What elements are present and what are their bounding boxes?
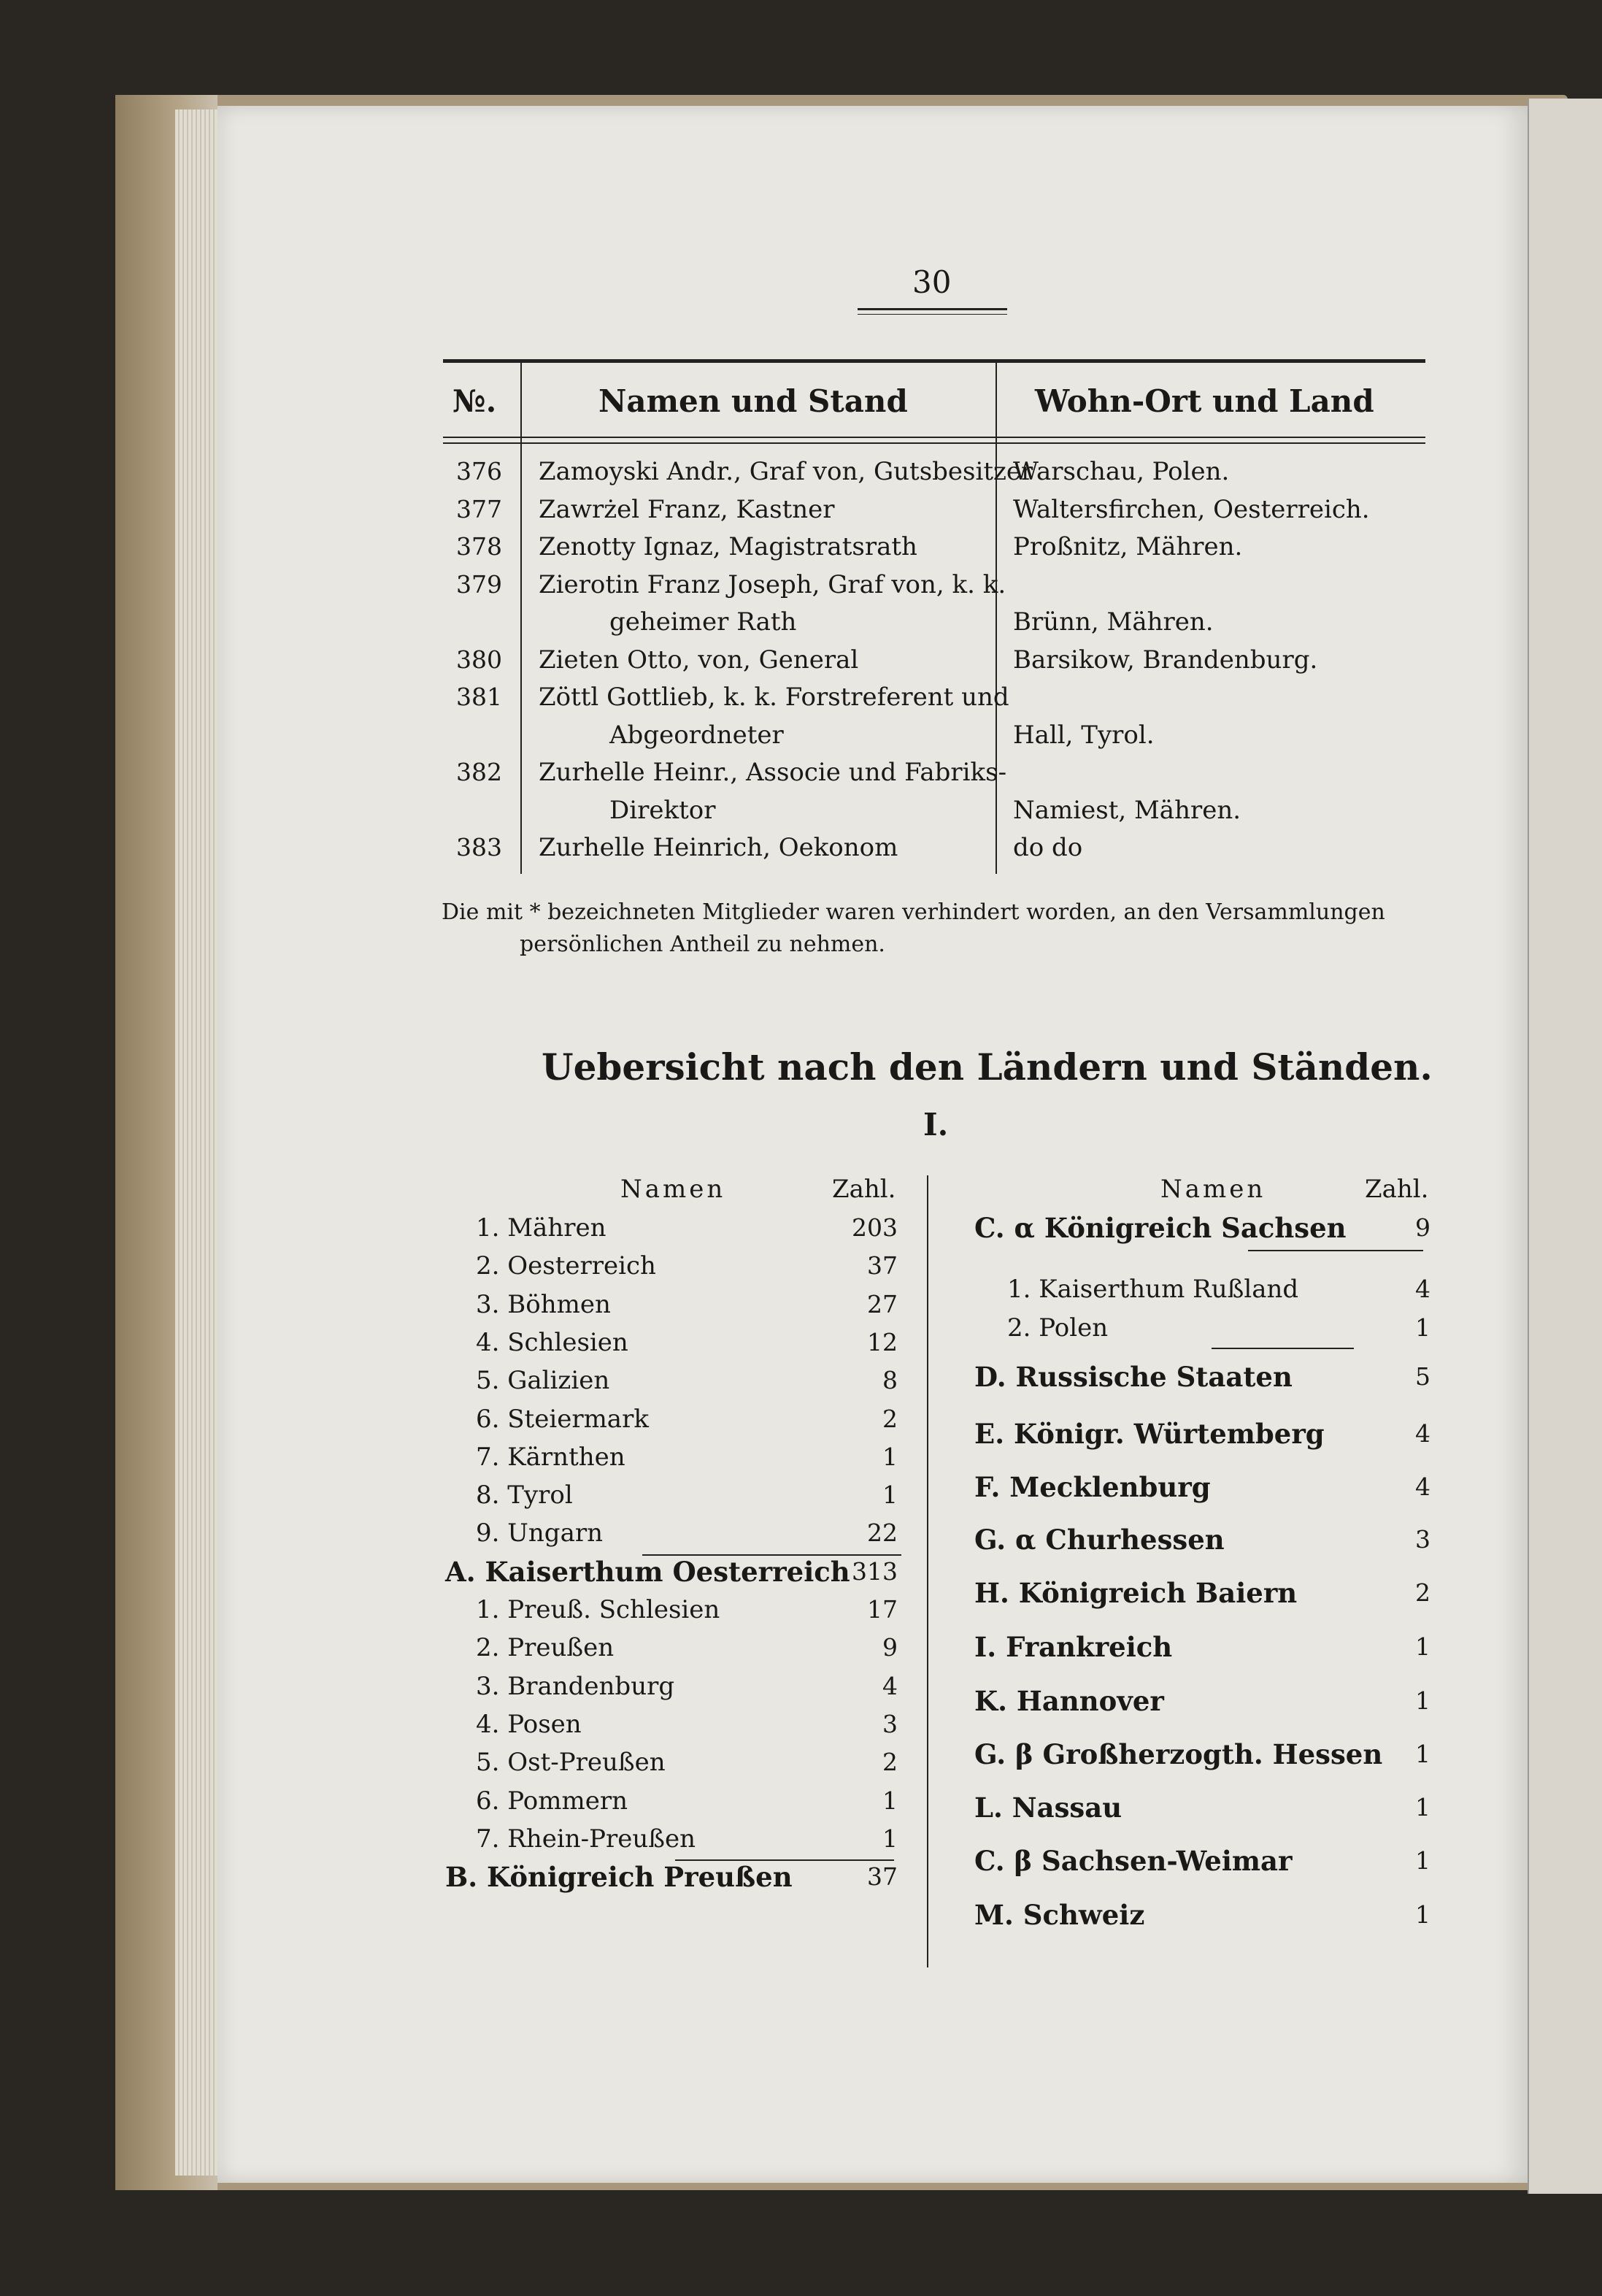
count-value: 1 [1415, 1686, 1430, 1715]
row-place: Namiest, Mähren. [1013, 795, 1241, 825]
row-place: Warschau, Polen. [1013, 457, 1230, 486]
count-value: 17 [867, 1595, 898, 1624]
count-value: 27 [867, 1289, 898, 1318]
row-number: 381 [456, 683, 502, 711]
total-label: B. Königreich Preußen [445, 1861, 793, 1894]
country-label: 4. Posen [476, 1709, 582, 1739]
total-label: C. α Königreich Sachsen [974, 1212, 1347, 1244]
total-label: G. β Großherzogth. Hessen [974, 1738, 1383, 1770]
count-value: 4 [882, 1671, 898, 1700]
count-value: 2 [1415, 1578, 1430, 1607]
row-number: 377 [456, 494, 502, 523]
left-col-name-header: Namen [620, 1175, 726, 1204]
country-label: 7. Kärnthen [476, 1442, 625, 1472]
country-label: 3. Böhmen [476, 1289, 611, 1319]
row-name: Zawrżel Franz, Kastner [539, 494, 835, 524]
footnote-line-1: Die mit * bezeichneten Mitglieder waren verhindert worden, an den Versammlungen [442, 899, 1385, 925]
facing-page-edge [1528, 99, 1602, 2194]
row-name: Zöttl Gottlieb, k. k. Forstreferent und [539, 683, 1009, 712]
row-place: do do [1013, 833, 1083, 862]
header-place: Wohn-Ort und Land [1035, 383, 1374, 419]
row-number: 379 [456, 569, 502, 599]
total-label: K. Hannover [974, 1685, 1164, 1717]
right-col-name-header: Namen [1160, 1175, 1266, 1204]
col-divider-2 [996, 363, 997, 874]
row-place: Waltersfirchen, Oesterreich. [1013, 494, 1370, 524]
row-number: 378 [456, 532, 502, 561]
country-label: 6. Steiermark [476, 1404, 649, 1434]
subtotal-rule [1212, 1348, 1354, 1349]
row-number: 383 [456, 833, 502, 861]
count-value: 12 [867, 1327, 898, 1356]
count-value: 1 [882, 1786, 898, 1815]
country-label: 8. Tyrol [476, 1481, 573, 1510]
total-label: F. Mecklenburg [974, 1471, 1211, 1503]
header-rule-a [443, 437, 1425, 438]
count-value: 1 [1415, 1740, 1430, 1768]
country-label: 6. Pommern [476, 1786, 628, 1816]
count-value: 1 [882, 1824, 898, 1853]
total-label: E. Königr. Würtemberg [974, 1418, 1325, 1450]
country-label: 1. Kaiserthum Rußland [1007, 1275, 1299, 1304]
header-name: Namen und Stand [598, 383, 908, 419]
row-name: Zamoyski Andr., Graf von, Gutsbesitzer [539, 457, 1033, 486]
country-label: 5. Galizien [476, 1366, 610, 1396]
total-label: D. Russische Staaten [974, 1361, 1293, 1393]
count-value: 9 [882, 1633, 898, 1662]
count-value: 4 [1415, 1473, 1430, 1501]
subtotal-rule [1248, 1250, 1423, 1251]
country-label: 1. Mähren [476, 1213, 606, 1243]
row-name: Zieten Otto, von, General [539, 645, 859, 675]
row-name: Zierotin Franz Joseph, Graf von, k. k. [539, 569, 1006, 599]
total-label: H. Königreich Baiern [974, 1577, 1298, 1609]
row-place: Barsikow, Brandenburg. [1013, 645, 1318, 675]
right-col-count-header: Zahl. [1365, 1175, 1429, 1204]
count-value: 37 [867, 1251, 898, 1281]
page-edges [175, 110, 219, 2176]
country-label: 1. Preuß. Schlesien [476, 1595, 720, 1624]
total-label: L. Nassau [974, 1792, 1122, 1824]
count-value: 1 [882, 1442, 898, 1471]
count-value: 5 [1415, 1362, 1430, 1391]
row-name: Abgeordneter [609, 720, 784, 750]
country-label: 3. Brandenburg [476, 1671, 675, 1701]
footnote-line-2: persönlichen Antheil zu nehmen. [520, 932, 885, 957]
count-value: 1 [1415, 1846, 1430, 1875]
table-top-rule [443, 359, 1425, 363]
country-label: 9. Ungarn [476, 1518, 603, 1548]
count-value: 1 [1415, 1313, 1430, 1342]
country-label: 2. Polen [1007, 1313, 1109, 1343]
page-number-rule-2 [858, 314, 1007, 315]
count-value: 3 [882, 1709, 898, 1738]
count-value: 203 [852, 1213, 898, 1242]
country-label: 4. Schlesien [476, 1327, 628, 1357]
count-value: 313 [852, 1556, 898, 1586]
row-name: geheimer Rath [609, 607, 797, 637]
row-place: Proßnitz, Mähren. [1013, 532, 1243, 561]
count-value: 1 [1415, 1900, 1430, 1929]
row-number: 382 [456, 758, 502, 786]
count-value: 2 [882, 1404, 898, 1433]
page-number: 30 [912, 264, 952, 300]
country-label: 2. Preußen [476, 1633, 615, 1663]
count-value: 9 [1415, 1213, 1430, 1242]
row-place: Hall, Tyrol. [1013, 720, 1155, 750]
total-label: I. Frankreich [974, 1631, 1173, 1663]
header-no: №. [453, 383, 497, 419]
count-value: 4 [1415, 1419, 1430, 1448]
header-rule-b [443, 442, 1425, 444]
total-label: A. Kaiserthum Oesterreich [445, 1555, 850, 1588]
count-value: 37 [867, 1862, 898, 1892]
total-label: G. α Churhessen [974, 1524, 1225, 1556]
country-label: 2. Oesterreich [476, 1251, 656, 1281]
count-value: 1 [1415, 1793, 1430, 1821]
count-value: 1 [1415, 1632, 1430, 1661]
count-value: 2 [882, 1748, 898, 1777]
row-place: Brünn, Mähren. [1013, 607, 1214, 637]
total-label: M. Schweiz [974, 1899, 1145, 1931]
row-name: Zurhelle Heinrich, Oekonom [539, 833, 898, 862]
overview-col-divider [927, 1175, 928, 1967]
total-label: C. β Sachsen-Weimar [974, 1845, 1293, 1877]
row-number: 380 [456, 645, 502, 674]
left-col-count-header: Zahl. [832, 1175, 896, 1204]
overview-title: Uebersicht nach den Ländern und Ständen. [542, 1045, 1433, 1089]
country-label: 7. Rhein-Preußen [476, 1824, 696, 1854]
col-divider-1 [520, 363, 522, 874]
count-value: 1 [882, 1481, 898, 1510]
row-name: Zenotty Ignaz, Magistratsrath [539, 532, 917, 561]
row-name: Direktor [609, 795, 716, 825]
count-value: 8 [882, 1366, 898, 1395]
country-label: 5. Ost-Preußen [476, 1748, 666, 1778]
count-value: 3 [1415, 1525, 1430, 1554]
row-name: Zurhelle Heinr., Associe und Fabriks- [539, 758, 1007, 787]
count-value: 22 [867, 1518, 898, 1548]
overview-section: I. [923, 1107, 949, 1143]
count-value: 4 [1415, 1275, 1430, 1303]
row-number: 376 [456, 457, 502, 485]
page-number-rule [858, 308, 1007, 310]
